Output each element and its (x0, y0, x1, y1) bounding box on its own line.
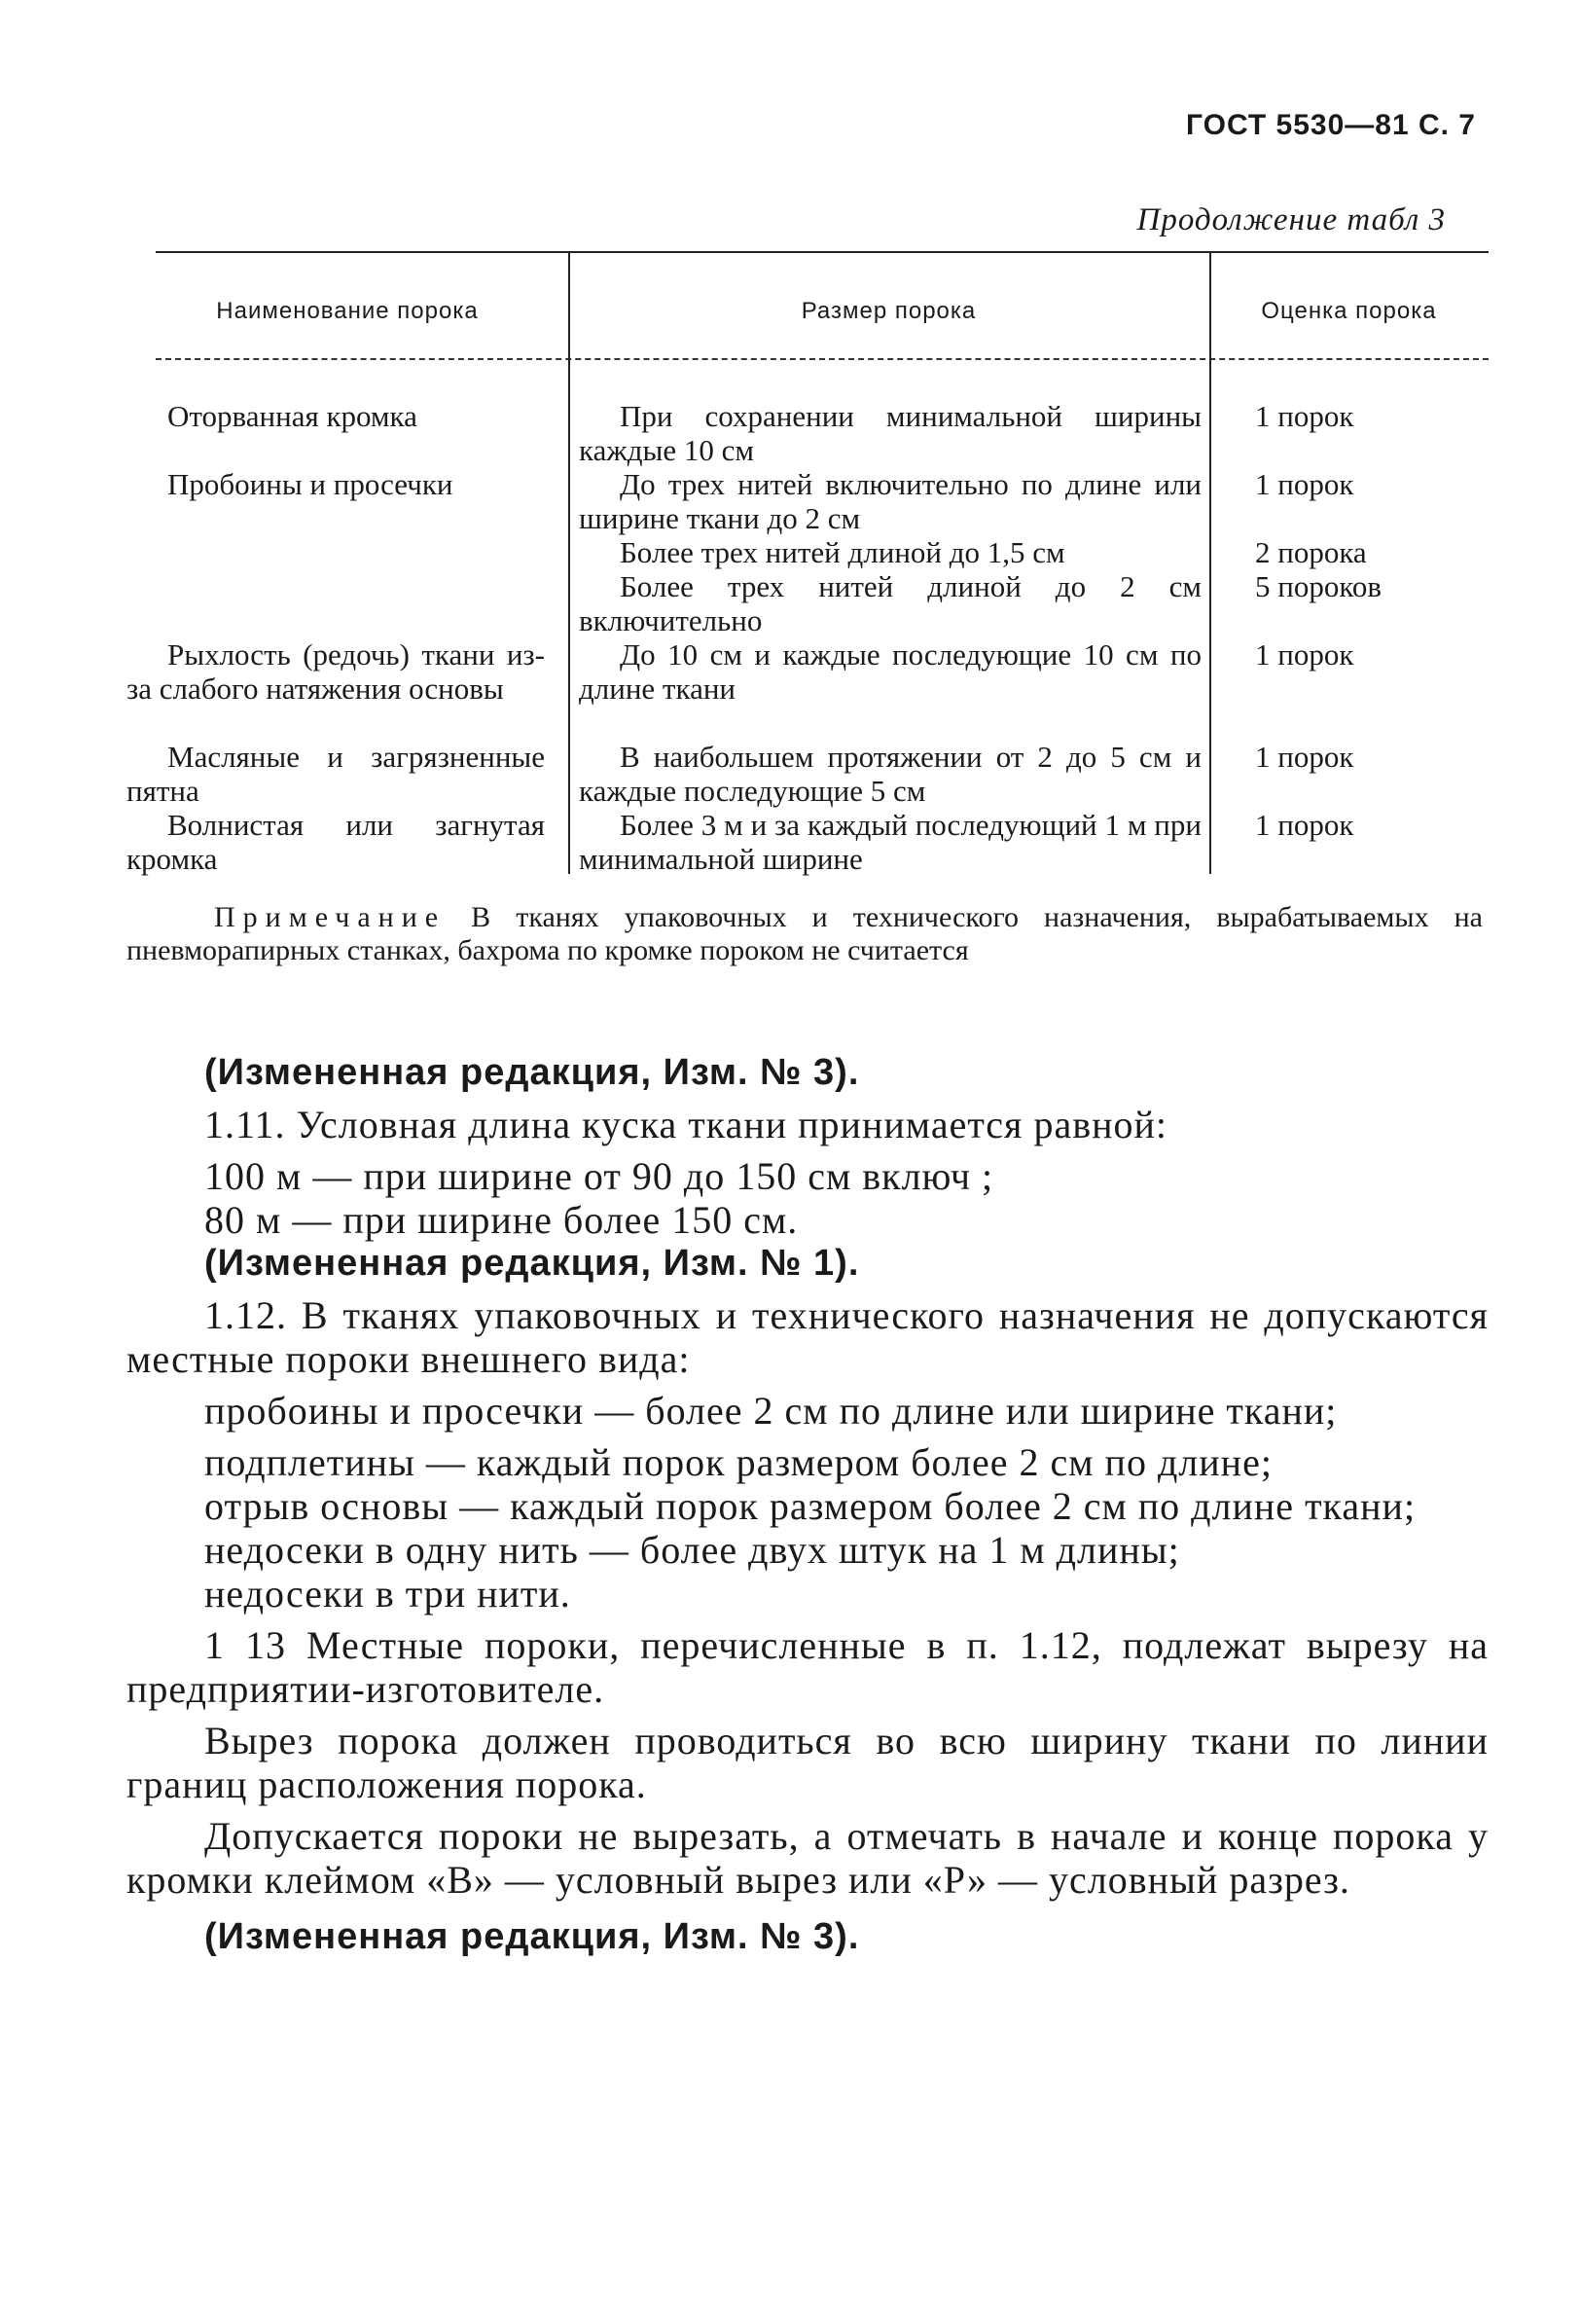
table-header-rule (156, 358, 1489, 360)
amendment-note: (Измененная редакция, Изм. № 1). (204, 1243, 860, 1284)
column-divider (568, 251, 570, 874)
defect-size: Более 3 м и за каждый последующий 1 м при минимальной ширине (579, 808, 1202, 876)
column-divider (1209, 251, 1211, 874)
page-header: ГОСТ 5530—81 С. 7 (1186, 109, 1476, 141)
defect-score: 1 порок (1255, 808, 1354, 842)
table-note (126, 901, 1483, 967)
defects-table (126, 251, 1489, 884)
length-item: 80 м — при ширине более 150 см. (204, 1198, 799, 1242)
clause-1-12: 1.12. В тканях упаковочных и технического назначения не допускаются местные пороки внешнего вида: (126, 1293, 1489, 1381)
defect-score: 1 порок (1255, 740, 1354, 774)
defect-size: В наибольшем протяжении от 2 до 5 см и каждые последующие 5 см (579, 740, 1202, 808)
defect-size: До трех нитей включительно по длине или ширине ткани до 2 см Более трех нитей длиной до 1,5 см Более трех нитей длиной до 2 см включительно (579, 467, 1202, 637)
marking-paragraph: Допускается пороки не вырезать, а отмечать в начале и конце порока у кромки клеймом «В» — условный вырез или «Р» — условный разрез. (126, 1814, 1489, 1902)
length-item: 100 м — при ширине от 90 до 150 см включ ; (204, 1154, 994, 1198)
clause-1-13: 1 13 Местные пороки, перечисленные в п. 1.12, подлежат вырезу на предприятии-изготовителе. (126, 1623, 1489, 1711)
defect-list-item: недосеки в одну нить — более двух штук на 1 м длины; (204, 1528, 1180, 1572)
defect-name: Оторванная кромка (167, 399, 417, 433)
column-header-score: Оценка порока (1261, 298, 1437, 324)
note-text: В тканях упаковочных и технического назначения, вырабатываемых на пневморапирных станках, бахрома по кромке пороком не считается (126, 901, 1483, 966)
amendment-note: (Измененная редакция, Изм. № 3). (204, 1052, 860, 1093)
defect-name: Пробоины и просечки (167, 467, 453, 501)
clause-1-11: 1.11. Условная длина куска ткани принимается равной: (204, 1103, 1168, 1146)
defect-size: При сохранении минимальной ширины каждые 10 см (579, 399, 1202, 467)
defect-score: 1 порок (1255, 637, 1354, 672)
defect-size: До 10 см и каждые последующие 10 см по длине ткани (579, 637, 1202, 706)
note-label: Примечание (214, 901, 447, 933)
cut-paragraph: Вырез порока должен проводиться во всю ширину ткани по линии границ расположения порока. (126, 1719, 1489, 1806)
defect-score: 1 порок 2 порока 5 пороков (1255, 467, 1382, 603)
defect-list-item: подплетины — каждый порок размером более 2 см по длине; (204, 1440, 1273, 1484)
defect-score: 1 порок (1255, 399, 1354, 433)
defect-name: Масляные и загрязненные пятна (126, 740, 545, 808)
defect-list-item: недосеки в три нити. (204, 1572, 571, 1616)
defect-list-item: пробоины и просечки — более 2 см по длине или ширине ткани; (204, 1389, 1338, 1433)
table-top-rule (156, 251, 1489, 253)
body-text (126, 1051, 1489, 1959)
amendment-note: (Измененная редакция, Изм. № 3). (204, 1916, 860, 1957)
column-header-size: Размер порока (801, 298, 977, 324)
defect-name: Волнистая или загнутая кромка (126, 808, 545, 876)
column-header-name: Наименование порока (216, 298, 479, 324)
table-continuation-caption: Продолжение табл 3 (1136, 202, 1446, 237)
defect-list-item: отрыв основы — каждый порок размером более 2 см по длине ткани; (204, 1484, 1417, 1528)
defect-name: Рыхлость (редочь) ткани из-за слабого натяжения основы (126, 637, 545, 706)
